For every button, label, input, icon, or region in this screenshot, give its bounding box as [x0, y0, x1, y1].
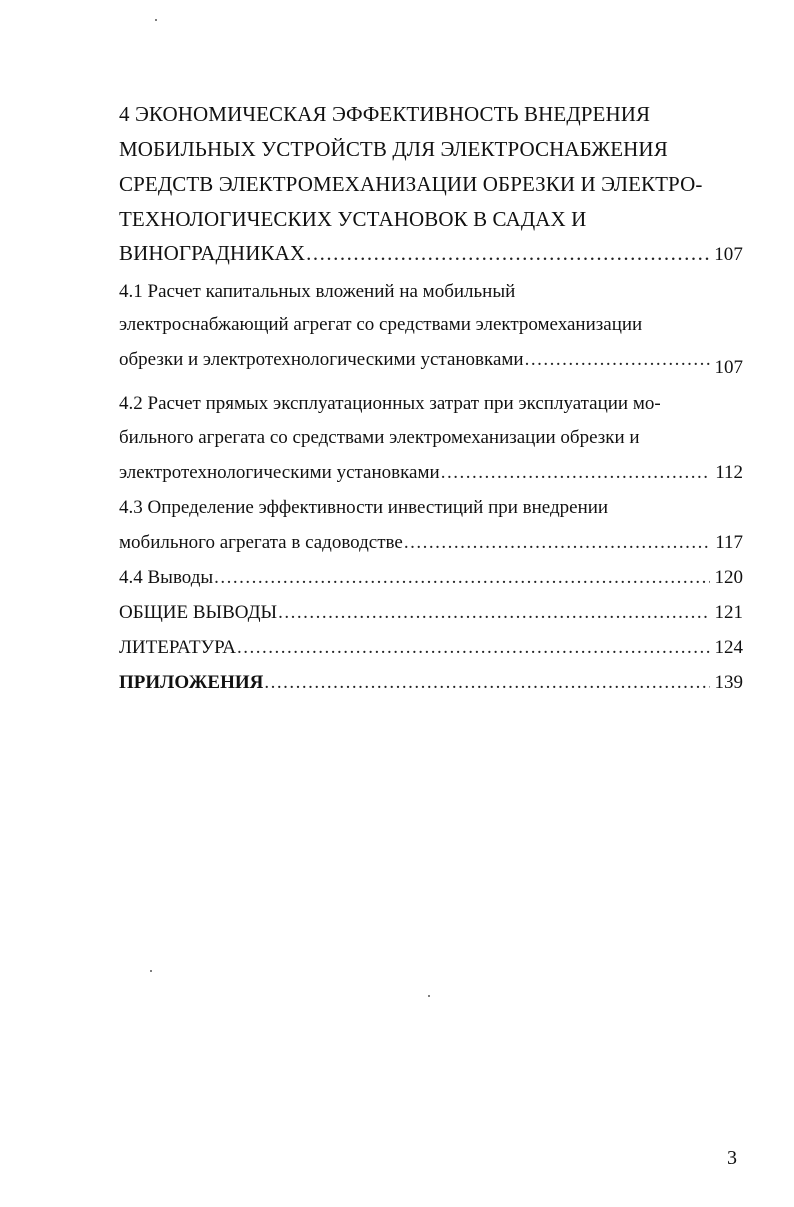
toc-page-number: 139 [714, 672, 743, 693]
scan-speck [150, 970, 152, 972]
toc-entry-section-4-4 [119, 567, 743, 589]
dot-leader [214, 567, 710, 589]
toc-chapter-4-line-2: МОБИЛЬНЫХ УСТРОЙСТВ ДЛЯ ЭЛЕКТРОСНАБЖЕНИЯ [119, 137, 668, 161]
toc-entry-title: ПРИЛОЖЕНИЯ [119, 672, 264, 693]
toc-entry-title: электротехнологическими установками [119, 462, 440, 483]
toc-section-4-3-line-1: 4.3 Определение эффективности инвестиций при внедрении [119, 497, 609, 518]
toc-entry-title: обрезки и электротехнологическими установками [119, 349, 524, 370]
toc-page-number: 107 [714, 357, 743, 378]
toc-entry-section-4-3 [119, 532, 743, 554]
dot-leader [237, 637, 710, 659]
toc-entry-section-4-2 [119, 462, 743, 484]
toc-entry-appendix [119, 672, 743, 694]
dot-leader [404, 532, 710, 554]
toc-entry-title: ВИНОГРАДНИКАХ [119, 241, 306, 265]
page-number: 3 [727, 1147, 737, 1169]
toc-entry-general-conclusions [119, 602, 743, 624]
toc-entry-literature [119, 637, 743, 659]
dot-leader [278, 602, 710, 624]
toc-page-number: 121 [714, 602, 743, 623]
toc-chapter-4-line-1: 4 ЭКОНОМИЧЕСКАЯ ЭФФЕКТИВНОСТЬ ВНЕДРЕНИЯ [119, 102, 651, 126]
toc-section-4-1-line-1: 4.1 Расчет капитальных вложений на мобильный [119, 281, 516, 302]
toc-page-number: 120 [714, 567, 743, 588]
scan-speck [428, 995, 430, 997]
toc-page-number: 124 [714, 637, 743, 658]
toc-entry-title: мобильного агрегата в садоводстве [119, 532, 403, 553]
dot-leader [264, 672, 710, 694]
scan-speck [155, 19, 157, 21]
toc-page-number: 112 [715, 462, 743, 483]
toc-entry-title: ЛИТЕРАТУРА [119, 637, 236, 658]
dot-leader [306, 241, 710, 266]
dot-leader [525, 349, 710, 371]
toc-entry-title: 4.4 Выводы [119, 567, 214, 588]
toc-entry-chapter-4 [119, 241, 743, 266]
toc-chapter-4-line-3: СРЕДСТВ ЭЛЕКТРОМЕХАНИЗАЦИИ ОБРЕЗКИ И ЭЛЕКТРО- [119, 172, 703, 196]
toc-page-number: 117 [715, 532, 743, 553]
toc-section-4-1-line-2: электроснабжающий агрегат со средствами электромеханизации [119, 314, 643, 335]
toc-section-4-2-line-1: 4.2 Расчет прямых эксплуатационных затрат при эксплуатации мо- [119, 393, 661, 414]
toc-entry-title: ОБЩИЕ ВЫВОДЫ [119, 602, 278, 623]
toc-entry-section-4-1 [119, 349, 743, 378]
dot-leader [441, 462, 710, 484]
toc-chapter-4-line-4: ТЕХНОЛОГИЧЕСКИХ УСТАНОВОК В САДАХ И [119, 207, 587, 231]
toc-section-4-2-line-2: бильного агрегата со средствами электромеханизации обрезки и [119, 427, 640, 448]
toc-page-number: 107 [714, 244, 743, 265]
